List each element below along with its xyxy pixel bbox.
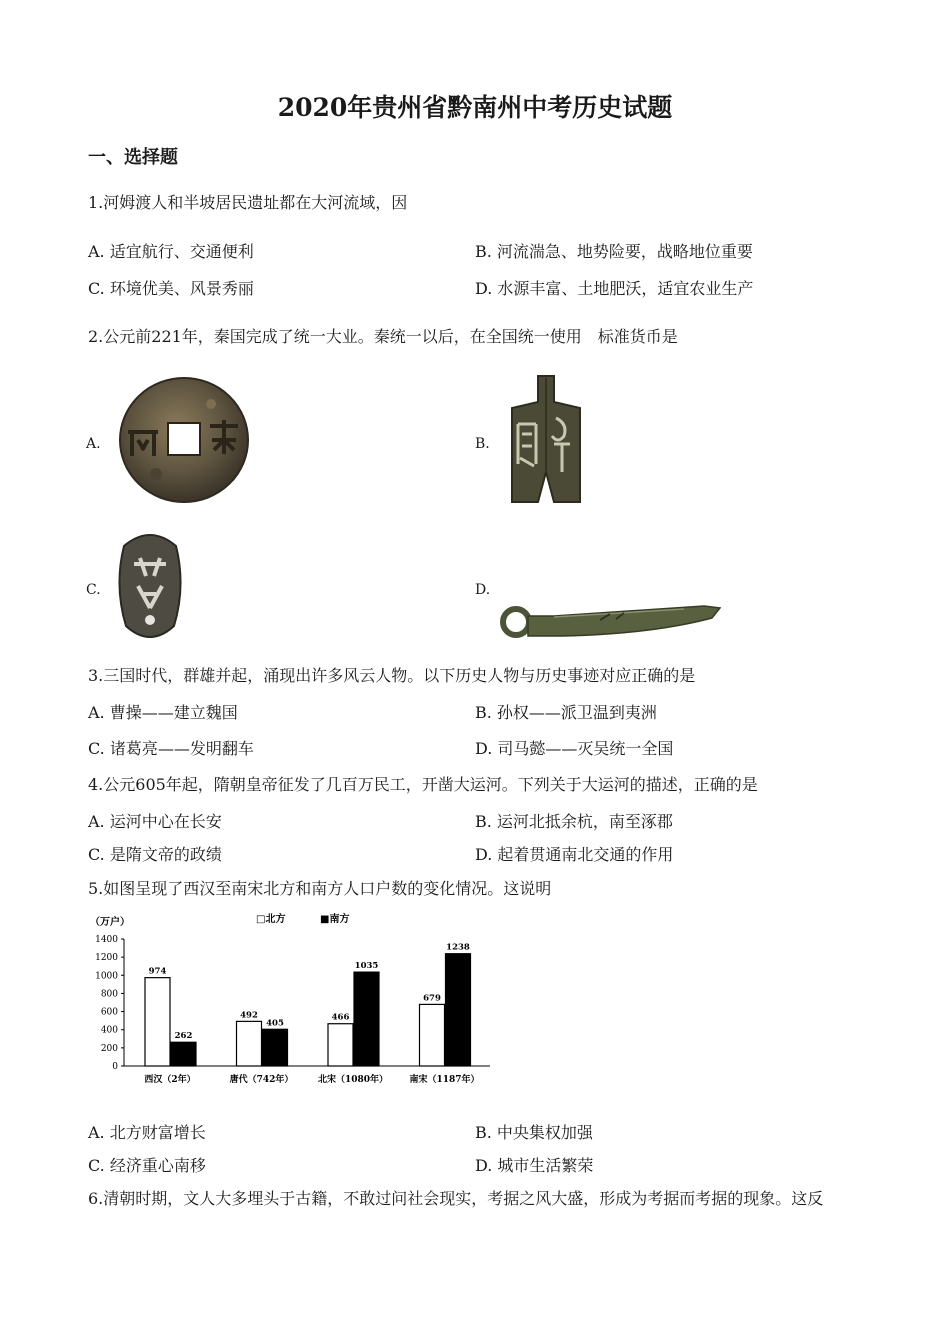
question-4-option-a: A. 运河中心在长安: [88, 812, 222, 831]
chart-bar-south: [446, 954, 471, 1066]
chart-value-label: 262: [174, 1031, 193, 1042]
question-5-option-b: B. 中央集权加强: [475, 1123, 593, 1142]
page-title: 2020年贵州省黔南州中考历史试题: [277, 93, 673, 122]
question-3-option-a: A. 曹操——建立魏国: [88, 703, 238, 722]
chart-category-label: 唐代（742年）: [229, 1075, 294, 1085]
chart-value-label: 405: [266, 1018, 284, 1029]
chart-bar-north: [420, 1004, 445, 1066]
chart-legend-north: □北方: [256, 914, 286, 925]
chart-y-tick-label: 400: [100, 1025, 118, 1036]
question-1-option-d: D. 水源丰富、土地肥沃，适宜农业生产: [475, 279, 754, 298]
question-5-stem: 5.如图呈现了西汉至南宋北方和南方人口户数的变化情况。这说明: [88, 879, 552, 898]
question-2-option-a: A.: [86, 436, 101, 452]
question-3-option-b: B. 孙权——派卫温到夷洲: [475, 703, 657, 722]
chart-bar-south: [171, 1042, 196, 1066]
chart-value-label: 466: [331, 1012, 350, 1023]
question-3-option-c: C. 诸葛亮——发明翻车: [88, 739, 254, 758]
chart-y-tick-label: 1000: [95, 971, 118, 982]
question-1-option-a: A. 适宜航行、交通便利: [88, 242, 254, 261]
chart-value-label: 679: [423, 993, 441, 1004]
banliang-coin-image: [116, 374, 252, 510]
chart-y-tick-label: 1200: [95, 953, 118, 964]
chart-bar-north: [328, 1024, 353, 1066]
question-2-option-d: D.: [475, 582, 491, 598]
chart-category-label: 西汉（2年）: [144, 1075, 196, 1085]
chart-value-label: 974: [148, 966, 167, 977]
question-3-stem: 3.三国时代，群雄并起，涌现出许多风云人物。以下历史人物与历史事迹对应正确的是: [88, 666, 696, 685]
question-6-stem: 6.清朝时期，文人大多埋头于古籍，不敢过问社会现实，考据之风大盛，形成为考据而考据的现象。这反: [88, 1189, 824, 1208]
chart-y-tick-label: 0: [112, 1062, 118, 1072]
chart-value-label: 1035: [354, 961, 379, 972]
chart-y-tick-label: 800: [100, 989, 118, 1000]
chart-y-tick-label: 600: [100, 1007, 118, 1018]
question-2-stem: 2.公元前221年，秦国完成了统一大业。秦统一以后，在全国统一使用 标准货币是: [88, 327, 678, 346]
question-5-option-d: D. 城市生活繁荣: [475, 1156, 594, 1175]
chart-value-label: 1238: [446, 942, 470, 953]
question-2-option-c: C.: [86, 582, 101, 598]
population-bar-chart: [88, 908, 498, 1096]
question-3-option-d: D. 司马懿——灭吴统一全国: [475, 739, 674, 758]
question-4-option-d: D. 起着贯通南北交通的作用: [475, 845, 674, 864]
question-1-option-c: C. 环境优美、风景秀丽: [88, 279, 254, 298]
question-4-stem: 4.公元605年起，隋朝皇帝征发了几百万民工，开凿大运河。下列关于大运河的描述，正确的是: [88, 775, 758, 794]
chart-category-label: 北宋（1080年）: [317, 1075, 389, 1085]
chart-y-tick-label: 1400: [95, 935, 118, 945]
section-heading: 一、选择题: [88, 147, 178, 168]
question-1-stem: 1.河姆渡人和半坡居民遗址都在大河流域，因: [88, 193, 408, 212]
question-5-option-c: C. 经济重心南移: [88, 1156, 206, 1175]
question-2-option-b: B.: [475, 436, 490, 452]
spade-money-image: [500, 374, 592, 510]
chart-value-label: 492: [240, 1010, 258, 1021]
chart-bar-south: [354, 972, 379, 1066]
question-5-option-a: A. 北方财富增长: [88, 1123, 206, 1142]
knife-money-image: [500, 596, 724, 650]
chart-bar-south: [263, 1029, 288, 1066]
question-4-option-b: B. 运河北抵余杭，南至涿郡: [475, 812, 673, 831]
chart-category-label: 南宋（1187年）: [409, 1075, 480, 1085]
chart-legend-south: ■南方: [320, 914, 350, 925]
ant-nose-money-image: [114, 528, 186, 646]
chart-bar-north: [145, 978, 170, 1066]
chart-y-tick-label: 200: [100, 1043, 118, 1054]
chart-unit-label: （万户）: [90, 917, 130, 928]
question-1-option-b: B. 河流湍急、地势险要，战略地位重要: [475, 242, 753, 261]
chart-bar-north: [237, 1021, 262, 1066]
question-4-option-c: C. 是隋文帝的政绩: [88, 845, 222, 864]
